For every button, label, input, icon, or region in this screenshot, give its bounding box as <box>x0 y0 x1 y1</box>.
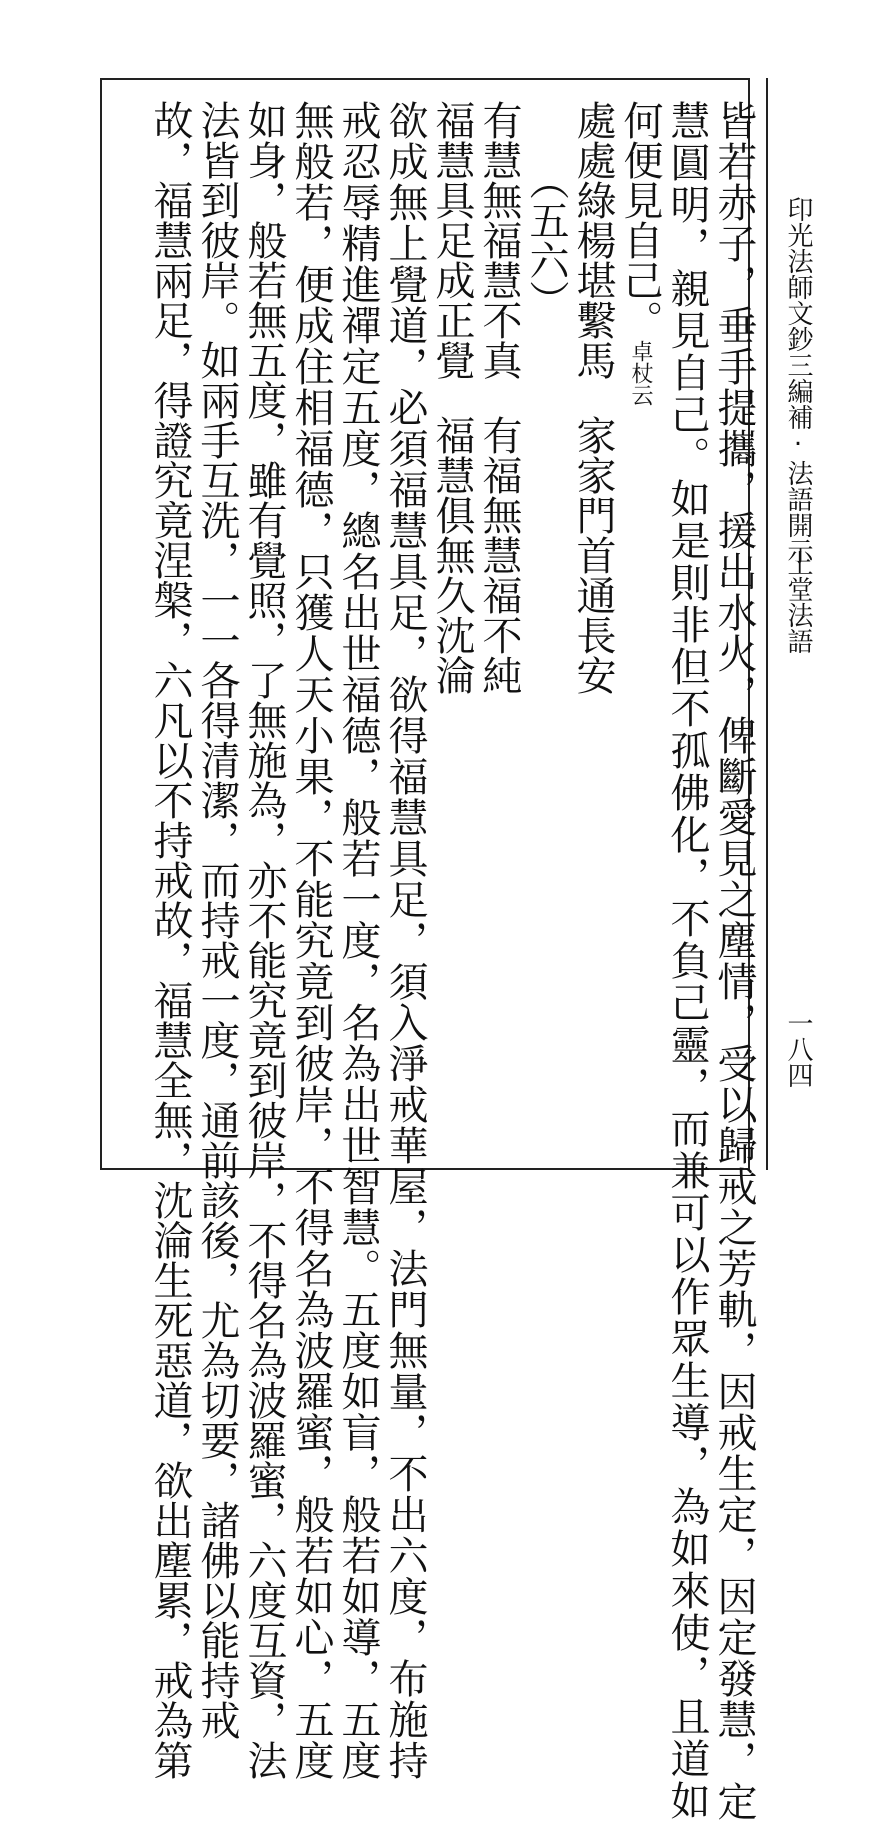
text-column-13: 故，福慧兩足，得證究竟涅槃，六凡以不持戒故，福慧全無，沈淪生死惡道，欲出塵累，戒為第 <box>147 100 193 1780</box>
text-column-11: 如身，般若無五度，雖有覺照，了無施為，亦不能究竟到彼岸，不得名為波羅蜜，六度互資，法 <box>241 100 287 1780</box>
text-column-10: 無般若，便成住相福德，只獲人天小果，不能究竟到彼岸，不得名為波羅蜜，般若如心，五度 <box>288 100 334 1781</box>
annotation-note: 卓杖云 <box>628 340 653 406</box>
section-title: 上堂法語 <box>783 550 813 654</box>
verse-line-3b: 福慧俱無久沈淪 <box>429 415 475 695</box>
header-divider <box>766 78 768 1170</box>
text-column-2: 慧圓明，親見自己。如是則非但不孤佛化，不負己靈，而兼可以作眾生導，為如來使，且道如 <box>664 100 710 1822</box>
page-number: 一八四 <box>783 1010 813 1088</box>
text-column-9: 戒忍辱精進禪定五度，總名出世福德，般若一度，名為出世智慧。五度如盲，般若如導，五度 <box>335 100 381 1781</box>
book-title: 印光法師文鈔三編補‧法語開示 <box>783 196 813 564</box>
text-column-3 <box>618 100 662 406</box>
text-column-8: 欲成無上覺道，必須福慧具足，欲得福慧具足，須入淨戒華屋，法門無量，不出六度，布施持 <box>382 100 428 1781</box>
verse-line-1a: 處處綠楊堪繫馬 <box>570 100 616 380</box>
verse-line-3a: 福慧具足成正覺 <box>429 100 475 380</box>
text-column-12: 法皆到彼岸。如兩手互洗，一一各得清潔，而持戒一度，通前該後，尤為切要，諸佛以能持戒 <box>194 100 240 1740</box>
verse-line-2b: 有福無慧福不純 <box>476 415 522 695</box>
section-number: （五六） <box>523 160 569 320</box>
verse-line-2a: 有慧無福慧不真 <box>476 100 522 380</box>
text-column-3-main: 何便見自己。 <box>617 100 663 340</box>
verse-line-1b: 家家門首通長安 <box>570 415 616 695</box>
text-column-1: 皆若赤子，垂手提攜，援出水火，俾斷愛見之塵情，受以歸戒之芳軌，因戒生定，因定發慧，定 <box>711 100 757 1822</box>
